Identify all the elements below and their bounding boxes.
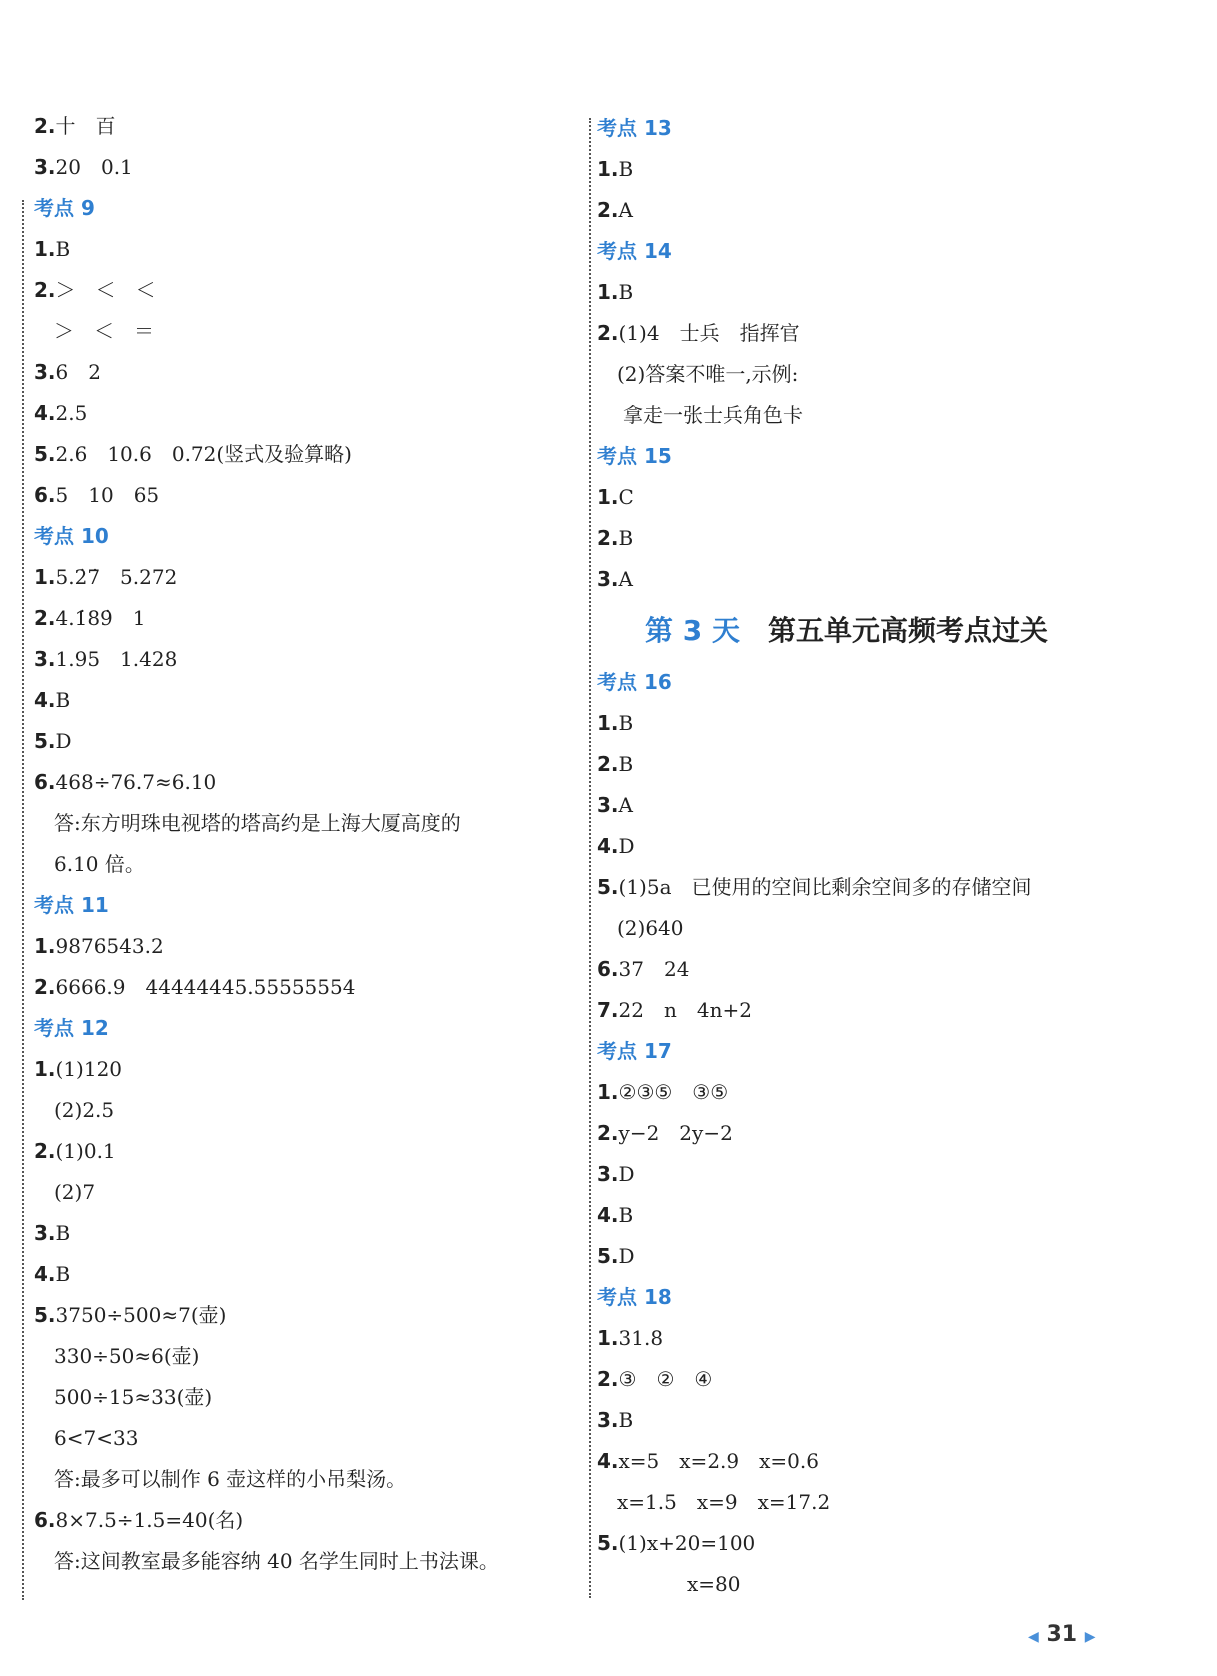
answer-line	[597, 867, 1157, 908]
question-number: 4.	[34, 401, 56, 425]
answer-text: (1)120	[55, 1057, 123, 1081]
answer-text: (2)7	[54, 1180, 96, 1204]
answer-text: 6.10 倍。	[54, 852, 145, 876]
answer-line	[34, 1541, 574, 1582]
answer-text: 1.95 1.428	[55, 647, 178, 671]
question-number: 4.	[597, 1449, 619, 1473]
question-number: 1.	[597, 1080, 619, 1104]
answer-line	[34, 475, 574, 516]
section-heading	[597, 231, 1157, 272]
answer-line	[34, 1213, 574, 1254]
question-number: 6.	[34, 770, 56, 794]
question-number: 1.	[34, 934, 56, 958]
answer-line	[34, 1377, 574, 1418]
answer-text: ＞ ＜ ＝	[54, 319, 154, 343]
question-number: 4.	[34, 688, 56, 712]
question-number: 3.	[597, 1162, 619, 1186]
answer-line	[34, 639, 574, 680]
answer-line	[34, 1090, 574, 1131]
answer-line	[34, 926, 574, 967]
question-number: 1.	[34, 1057, 56, 1081]
section-heading-label: 考点 17	[597, 1039, 672, 1063]
answer-text: 6 2	[55, 360, 101, 384]
answer-line	[597, 785, 1157, 826]
question-number: 1.	[597, 280, 619, 304]
answer-line	[34, 1131, 574, 1172]
question-number: 4.	[34, 1262, 56, 1286]
section-heading-label: 考点 15	[597, 444, 672, 468]
answer-text: (2)640	[617, 916, 684, 940]
answer-line	[34, 106, 574, 147]
question-number: 3.	[34, 155, 56, 179]
answer-line	[34, 967, 574, 1008]
answer-text: 答:东方明珠电视塔的塔高约是上海大厦高度的	[54, 811, 461, 835]
answer-text: 6<7<33	[54, 1426, 139, 1450]
answer-text: D	[618, 1244, 635, 1268]
answer-text: (2)2.5	[54, 1098, 115, 1122]
section-heading-label: 考点 14	[597, 239, 672, 263]
answer-text: 8×7.5÷1.5=40(名)	[55, 1508, 244, 1532]
day-label: 第 3 天	[645, 614, 740, 647]
answer-line	[597, 826, 1157, 867]
answer-text: B	[55, 1262, 71, 1286]
question-number: 6.	[34, 483, 56, 507]
answer-text: B	[55, 1221, 71, 1245]
section-heading	[597, 1277, 1157, 1318]
answer-text: 37 24	[618, 957, 690, 981]
answer-line	[597, 518, 1157, 559]
section-heading-label: 考点 10	[34, 524, 109, 548]
answer-line	[34, 1500, 574, 1541]
question-number: 5.	[34, 729, 56, 753]
answer-text: x=1.5 x=9 x=17.2	[617, 1490, 831, 1514]
answer-line	[597, 272, 1157, 313]
answer-text: 31.8	[618, 1326, 664, 1350]
answer-text: A	[618, 567, 633, 591]
question-number: 1.	[597, 711, 619, 735]
answer-line	[597, 1564, 1157, 1605]
answer-line	[597, 190, 1157, 231]
answer-line	[34, 229, 574, 270]
question-number: 5.	[34, 442, 56, 466]
answer-line	[597, 1441, 1157, 1482]
answer-text: 9876543.2	[55, 934, 164, 958]
question-number: 1.	[597, 1326, 619, 1350]
question-number: 1.	[597, 485, 619, 509]
answer-line	[34, 352, 574, 393]
answer-text: x=80	[687, 1572, 741, 1596]
answer-text: 5.2̇7̇ 5.272	[55, 565, 178, 589]
section-heading	[34, 188, 574, 229]
answer-line	[34, 147, 574, 188]
question-number: 3.	[34, 647, 56, 671]
answer-line	[597, 908, 1157, 949]
section-heading-label: 考点 16	[597, 670, 672, 694]
answer-text: B	[618, 711, 634, 735]
question-number: 4.	[597, 834, 619, 858]
answer-line	[34, 762, 574, 803]
answer-text: B	[618, 280, 634, 304]
answer-line	[597, 1236, 1157, 1277]
question-number: 3.	[597, 793, 619, 817]
question-number: 3.	[34, 360, 56, 384]
section-heading	[34, 1008, 574, 1049]
answer-line	[597, 990, 1157, 1031]
answer-text: D	[618, 1162, 635, 1186]
page-footer	[1028, 1622, 1096, 1647]
answer-line	[597, 354, 1157, 395]
answer-text: 5 10 65	[55, 483, 160, 507]
answer-line	[597, 1113, 1157, 1154]
answer-line	[597, 703, 1157, 744]
answer-text: B	[618, 1408, 634, 1432]
answer-text: 拿走一张士兵角色卡	[623, 403, 803, 427]
answer-text: 3750÷500≈7(壶)	[55, 1303, 227, 1327]
answer-line	[34, 1336, 574, 1377]
answer-text: 答:这间教室最多能容纳 40 名学生同时上书法课。	[54, 1549, 499, 1573]
answer-text: y−2 2y−2	[618, 1121, 733, 1145]
answer-line	[34, 1459, 574, 1500]
answer-text: A	[618, 198, 633, 222]
answer-line	[34, 844, 574, 885]
answer-line	[597, 477, 1157, 518]
answer-text: B	[618, 157, 634, 181]
answer-line	[34, 1295, 574, 1336]
left-margin-dotted-line	[22, 200, 24, 1600]
section-heading-label: 考点 12	[34, 1016, 109, 1040]
answer-line	[34, 434, 574, 475]
answer-text: B	[55, 237, 71, 261]
answer-line	[34, 598, 574, 639]
answer-line	[597, 149, 1157, 190]
answer-text: 十 百	[55, 114, 116, 138]
question-number: 5.	[597, 1531, 619, 1555]
question-number: 1.	[34, 565, 56, 589]
answer-text: (1)5a 已使用的空间比剩余空间多的存储空间	[618, 875, 1032, 899]
answer-line	[34, 270, 574, 311]
answer-line	[34, 1418, 574, 1459]
answer-line	[34, 680, 574, 721]
answer-text: 20 0.1	[55, 155, 133, 179]
answer-text: ③ ② ④	[618, 1367, 713, 1391]
question-number: 3.	[34, 1221, 56, 1245]
question-number: 2.	[597, 526, 619, 550]
answer-text: 468÷76.7≈6.10	[55, 770, 217, 794]
answer-line	[34, 803, 574, 844]
right-column	[597, 108, 1157, 1605]
answer-text: 4.1̇89̇ 1	[55, 606, 146, 630]
answer-text: C	[618, 485, 634, 509]
question-number: 5.	[34, 1303, 56, 1327]
question-number: 3.	[597, 567, 619, 591]
section-heading-label: 考点 9	[34, 196, 95, 220]
answer-line	[597, 1400, 1157, 1441]
question-number: 2.	[597, 321, 619, 345]
question-number: 2.	[597, 1367, 619, 1391]
question-number: 5.	[597, 1244, 619, 1268]
answer-text: B	[618, 752, 634, 776]
question-number: 4.	[597, 1203, 619, 1227]
section-heading	[597, 436, 1157, 477]
answer-text: x=5 x=2.9 x=0.6	[618, 1449, 819, 1473]
next-page-icon[interactable]: ▶	[1084, 1629, 1096, 1645]
answer-line	[597, 313, 1157, 354]
question-number: 2.	[34, 975, 56, 999]
answer-text: 答:最多可以制作 6 壶这样的小吊梨汤。	[54, 1467, 407, 1491]
day-title	[597, 600, 1157, 662]
answer-line	[34, 557, 574, 598]
answer-line	[597, 1072, 1157, 1113]
question-number: 6.	[34, 1508, 56, 1532]
section-heading-label: 考点 13	[597, 116, 672, 140]
section-heading	[597, 108, 1157, 149]
section-heading	[34, 885, 574, 926]
answer-line	[34, 393, 574, 434]
answer-text: (2)答案不唯一,示例:	[617, 362, 799, 386]
answer-text: B	[618, 526, 634, 550]
column-divider-dotted-line	[589, 118, 591, 1598]
question-number: 1.	[34, 237, 56, 261]
left-column	[34, 106, 574, 1582]
answer-line	[597, 1359, 1157, 1400]
answer-line	[597, 744, 1157, 785]
answer-line	[597, 1195, 1157, 1236]
answer-text: (1)0.1	[55, 1139, 116, 1163]
answer-line	[34, 721, 574, 762]
answer-line	[34, 311, 574, 352]
answer-line	[597, 559, 1157, 600]
section-heading	[597, 1031, 1157, 1072]
answer-line	[597, 949, 1157, 990]
answer-text: (1)4 士兵 指挥官	[618, 321, 800, 345]
answer-text: 330÷50≈6(壶)	[54, 1344, 200, 1368]
question-number: 6.	[597, 957, 619, 981]
prev-page-icon[interactable]: ◀	[1028, 1629, 1039, 1645]
section-heading	[597, 662, 1157, 703]
question-number: 2.	[34, 1139, 56, 1163]
answer-text: B	[55, 688, 71, 712]
answer-line	[34, 1049, 574, 1090]
question-number: 2.	[34, 278, 56, 302]
answer-line	[34, 1254, 574, 1295]
question-number: 1.	[597, 157, 619, 181]
section-heading-label: 考点 18	[597, 1285, 672, 1309]
answer-line	[597, 1154, 1157, 1195]
answer-line	[597, 1318, 1157, 1359]
question-number: 2.	[597, 198, 619, 222]
answer-text: D	[55, 729, 72, 753]
question-number: 2.	[597, 1121, 619, 1145]
answer-text: 2.6 10.6 0.72(竖式及验算略)	[55, 442, 352, 466]
answer-line	[597, 395, 1157, 436]
answer-line	[34, 1172, 574, 1213]
page-number: 31	[1046, 1622, 1078, 1647]
answer-text: D	[618, 834, 635, 858]
section-heading-label: 考点 11	[34, 893, 109, 917]
answer-text: A	[618, 793, 633, 817]
question-number: 2.	[34, 606, 56, 630]
answer-text: 2.5	[55, 401, 88, 425]
answer-text: (1)x+20=100	[618, 1531, 756, 1555]
question-number: 7.	[597, 998, 619, 1022]
answer-text: ＞ ＜ ＜	[55, 278, 156, 302]
question-number: 2.	[34, 114, 56, 138]
answer-text: ②③⑤ ③⑤	[618, 1080, 729, 1104]
question-number: 5.	[597, 875, 619, 899]
answer-text: 22 n 4n+2	[618, 998, 752, 1022]
answer-text: B	[618, 1203, 634, 1227]
question-number: 3.	[597, 1408, 619, 1432]
answer-line	[597, 1482, 1157, 1523]
question-number: 2.	[597, 752, 619, 776]
answer-text: 6666.9 44444445.55555554	[55, 975, 356, 999]
section-heading	[34, 516, 574, 557]
answer-text: 500÷15≈33(壶)	[54, 1385, 213, 1409]
unit-title: 第五单元高频考点过关	[767, 614, 1048, 647]
answer-line	[597, 1523, 1157, 1564]
